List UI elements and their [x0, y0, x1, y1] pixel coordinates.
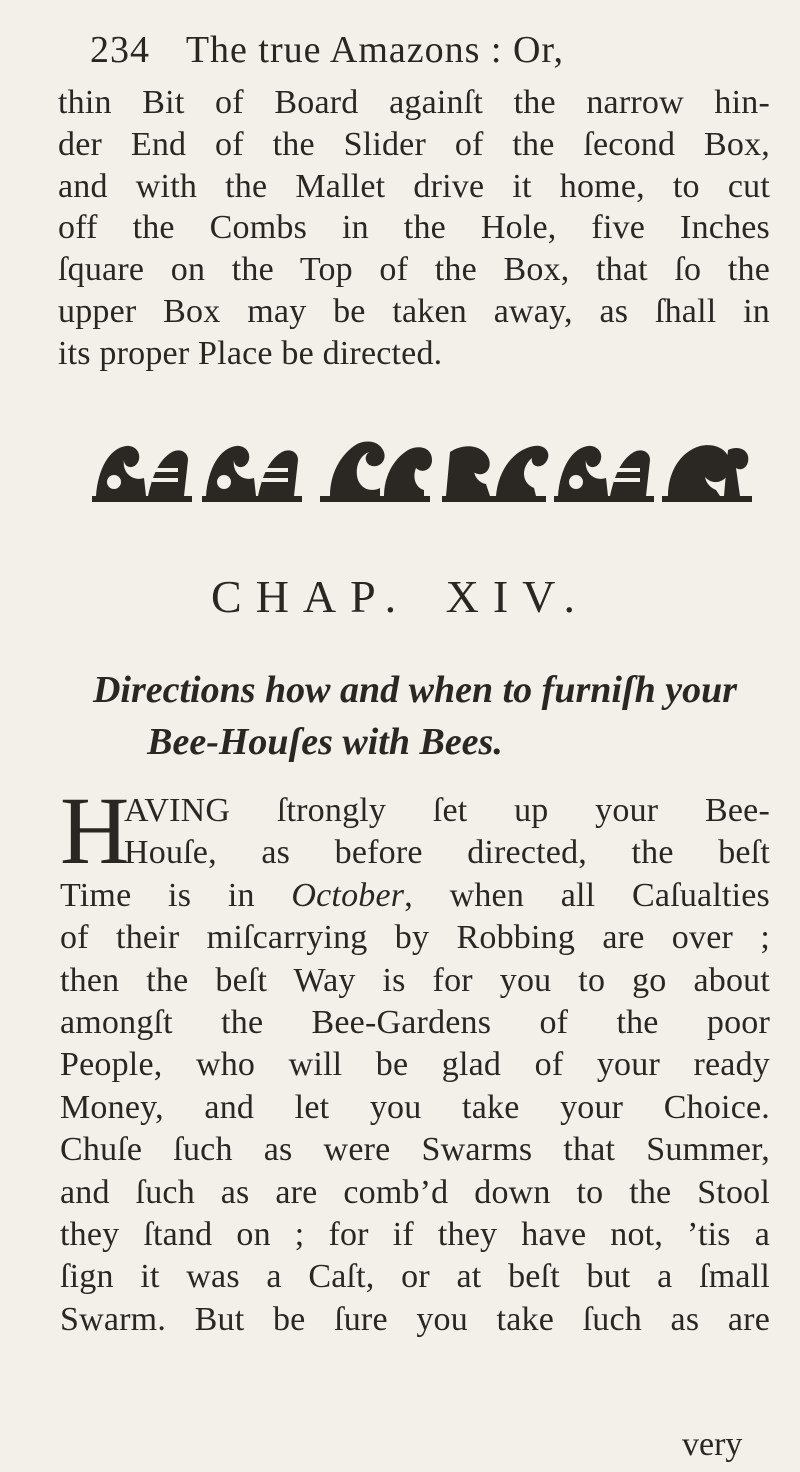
- text-line: Chuſe ſuch as were Swarms that Summer,: [60, 1131, 770, 1169]
- month-italic: October: [291, 876, 405, 914]
- chapter-heading: CHAP. XIV.: [211, 571, 589, 622]
- continued-paragraph: [58, 82, 770, 375]
- chapter-paragraph: [60, 777, 770, 1341]
- text-line: they ſtand on ; for if they have not, ’tis a: [60, 1216, 770, 1254]
- catchword: very: [682, 1426, 743, 1463]
- drop-cap: H: [60, 777, 126, 884]
- text-line: upper Box may be taken away, as ſhall in: [58, 292, 770, 330]
- page-number: 234: [90, 29, 150, 71]
- text-line: Swarm. But be ſure you take ſuch as are: [60, 1300, 770, 1338]
- text-line: Houſe, as before directed, the beſt: [124, 834, 770, 872]
- text-line: AVING ſtrongly ſet up your Bee-: [124, 792, 770, 829]
- text-span: , when all Caſualties: [404, 876, 770, 914]
- chapter-title-line: Directions how and when to furniſh your: [92, 669, 738, 711]
- text-line: its proper Place be directed.: [58, 334, 443, 372]
- chapter-title-line: Bee-Houſes with Bees.: [147, 721, 503, 763]
- text-line: Money, and let you take your Choice.: [60, 1088, 770, 1126]
- text-line: People, who will be glad of your ready: [60, 1046, 770, 1084]
- text-line: and with the Mallet drive it home, to cut: [58, 167, 770, 205]
- chapter-title: [0, 664, 800, 768]
- text-line: ſign it was a Caſt, or at beſt but a ſmall: [60, 1258, 770, 1296]
- running-head: [90, 28, 730, 72]
- running-title: The true Amazons : Or,: [185, 29, 565, 71]
- text-span: Time is in: [60, 876, 292, 914]
- text-line: ſquare on the Top of the Box, that ſo the: [58, 251, 770, 289]
- text-line: der End of the Slider of the ſecond Box,: [58, 125, 770, 163]
- text-line: [60, 875, 770, 917]
- text-line: off the Combs in the Hole, five Inches: [58, 209, 770, 247]
- text-line: thin Bit of Board againſt the narrow hin-: [58, 84, 770, 121]
- text-line: of their miſcarrying by Robbing are over ;: [60, 919, 770, 957]
- text-line: amongſt the Bee-Gardens of the poor: [60, 1004, 770, 1042]
- text-line: and ſuch as are comb’d down to the Stool: [60, 1173, 770, 1211]
- decorative-ornament-icon: [92, 438, 752, 504]
- text-line: then the beſt Way is for you to go about: [60, 961, 770, 999]
